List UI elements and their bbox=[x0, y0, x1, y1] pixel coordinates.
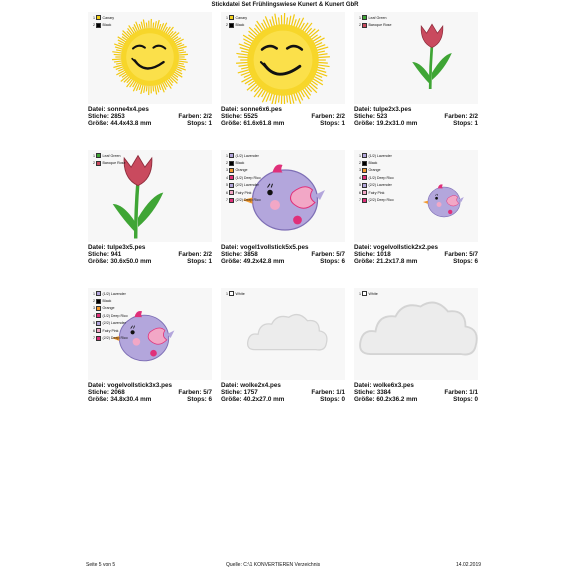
thread-swatch bbox=[362, 153, 367, 158]
file-label-group: Datei: vogelvollstick3x3.pes bbox=[88, 382, 173, 389]
design-size: Größe: 49.2x42.8 mm bbox=[221, 258, 285, 266]
thread-name: (1/2) Deep Rico bbox=[235, 175, 261, 180]
file-label-group: Datei: sonne4x4.pes bbox=[88, 106, 149, 113]
thread-number: 6 bbox=[93, 328, 95, 333]
design-preview bbox=[88, 288, 212, 380]
thread-number: 5 bbox=[359, 183, 361, 188]
thread-name: Leaf Green bbox=[368, 15, 387, 20]
design-info bbox=[354, 106, 478, 128]
design-info bbox=[221, 382, 345, 404]
color-count: Farben: 2/2 bbox=[178, 113, 212, 121]
thread-swatch bbox=[362, 291, 367, 296]
thread-name: Leaf Green bbox=[102, 153, 121, 158]
thread-number: 2 bbox=[359, 23, 361, 28]
thread-legend bbox=[356, 14, 416, 29]
thread-name: Baroque Rose bbox=[102, 161, 126, 166]
thread-number: 3 bbox=[359, 168, 361, 173]
thread-number: 5 bbox=[226, 183, 228, 188]
thread-legend bbox=[90, 152, 150, 167]
thread-swatch bbox=[96, 23, 101, 28]
thread-name: Fairy Pink bbox=[368, 190, 385, 195]
thread-legend bbox=[356, 152, 416, 204]
design-size: Größe: 19.2x31.0 mm bbox=[354, 120, 418, 128]
file-name: tulpe3x5.pes bbox=[107, 244, 146, 251]
design-info bbox=[88, 382, 212, 404]
thread-color-row bbox=[223, 189, 283, 196]
thread-number: 2 bbox=[359, 161, 361, 166]
file-label-group: Datei: sonne6x6.pes bbox=[221, 106, 282, 113]
design-preview bbox=[88, 12, 212, 104]
thread-name: Orange bbox=[368, 168, 381, 173]
thread-number: 1 bbox=[226, 15, 228, 20]
stop-count: Stops: 6 bbox=[187, 396, 212, 404]
thread-name: Black bbox=[235, 23, 245, 28]
thread-name: (1/2) Lavender bbox=[368, 153, 392, 158]
thread-number: 1 bbox=[93, 15, 95, 20]
thread-number: 2 bbox=[93, 23, 95, 28]
design-info bbox=[221, 244, 345, 266]
design-size: Größe: 34.8x30.4 mm bbox=[88, 396, 152, 404]
thread-name: Black bbox=[102, 23, 112, 28]
thread-color-row bbox=[223, 290, 283, 297]
thread-legend bbox=[223, 290, 283, 297]
thread-swatch bbox=[229, 291, 234, 296]
file-label-group: Datei: tulpe3x5.pes bbox=[88, 244, 146, 251]
thread-swatch bbox=[362, 161, 367, 166]
thread-name: (2/2) Lavender bbox=[368, 183, 392, 188]
color-count: Farben: 2/2 bbox=[444, 113, 478, 121]
thread-swatch bbox=[362, 168, 367, 173]
thread-swatch bbox=[229, 190, 234, 195]
design-size: Größe: 21.2x17.8 mm bbox=[354, 258, 418, 266]
thread-number: 4 bbox=[93, 313, 95, 318]
color-count: Farben: 1/1 bbox=[311, 389, 345, 397]
thread-swatch bbox=[96, 15, 101, 20]
thread-color-row bbox=[356, 167, 416, 174]
thread-legend bbox=[90, 290, 150, 342]
thread-number: 5 bbox=[93, 321, 95, 326]
thread-legend bbox=[90, 14, 150, 29]
stitch-count: Stiche: 3858 bbox=[221, 251, 258, 259]
stitch-count: Stiche: 2853 bbox=[88, 113, 125, 121]
stop-count: Stops: 6 bbox=[320, 258, 345, 266]
thread-name: (2/2) Deep Rico bbox=[102, 336, 128, 341]
thread-name: White bbox=[368, 291, 378, 296]
design-info bbox=[354, 382, 478, 404]
thread-name: (2/2) Lavender bbox=[235, 183, 259, 188]
file-name: vogel1vollstick5x5.pes bbox=[240, 244, 309, 251]
thread-swatch bbox=[96, 306, 101, 311]
file-label-group: Datei: wolke2x4.pes bbox=[221, 382, 281, 389]
design-size: Größe: 44.4x43.8 mm bbox=[88, 120, 152, 128]
thread-number: 4 bbox=[226, 175, 228, 180]
thread-color-row bbox=[223, 152, 283, 159]
thread-name: Black bbox=[102, 299, 112, 304]
cloud-small-embroidery-image bbox=[221, 288, 345, 380]
design-card bbox=[221, 288, 345, 423]
thread-name: Canary bbox=[102, 15, 115, 20]
thread-swatch bbox=[362, 183, 367, 188]
stitch-count: Stiche: 1018 bbox=[354, 251, 391, 259]
thread-number: 7 bbox=[226, 198, 228, 203]
footer-source: Quelle: C:\1 KONVERTIEREN Verzeichnis bbox=[226, 562, 321, 568]
thread-color-row bbox=[223, 14, 283, 21]
color-count: Farben: 5/7 bbox=[311, 251, 345, 259]
thread-name: (2/2) Lavender bbox=[102, 321, 126, 326]
file-label-group: Datei: vogel1vollstick5x5.pes bbox=[221, 244, 309, 251]
stop-count: Stops: 0 bbox=[453, 396, 478, 404]
design-preview bbox=[88, 150, 212, 242]
design-preview bbox=[221, 12, 345, 104]
design-info bbox=[88, 106, 212, 128]
thread-swatch bbox=[96, 161, 101, 166]
thread-number: 1 bbox=[359, 15, 361, 20]
thread-swatch bbox=[362, 198, 367, 203]
thread-name: (1/2) Deep Rico bbox=[368, 175, 394, 180]
thread-number: 2 bbox=[93, 161, 95, 166]
thread-color-row bbox=[90, 21, 150, 28]
thread-name: (2/2) Deep Rico bbox=[235, 198, 261, 203]
thread-color-row bbox=[90, 152, 150, 159]
thread-swatch bbox=[96, 321, 101, 326]
thread-color-row bbox=[90, 334, 150, 341]
file-name: tulpe2x3.pes bbox=[373, 106, 412, 113]
thread-name: (1/2) Lavender bbox=[102, 291, 126, 296]
thread-number: 2 bbox=[93, 299, 95, 304]
thread-swatch bbox=[229, 153, 234, 158]
thread-number: 1 bbox=[359, 153, 361, 158]
color-count: Farben: 5/7 bbox=[178, 389, 212, 397]
thread-color-row bbox=[356, 196, 416, 203]
design-preview bbox=[221, 150, 345, 242]
thread-swatch bbox=[229, 183, 234, 188]
thread-swatch bbox=[229, 198, 234, 203]
stop-count: Stops: 0 bbox=[320, 396, 345, 404]
page-title: Stickdatei Set Frühlingswiese Kunert & Kunert GbR bbox=[211, 2, 359, 8]
footer-page-number: Seite 5 von 5 bbox=[86, 562, 116, 568]
thread-color-row bbox=[356, 14, 416, 21]
thread-color-row bbox=[90, 14, 150, 21]
color-count: Farben: 2/2 bbox=[311, 113, 345, 121]
thread-swatch bbox=[96, 299, 101, 304]
stitch-count: Stiche: 1757 bbox=[221, 389, 258, 397]
stitch-count: Stiche: 941 bbox=[88, 251, 122, 259]
stitch-count: Stiche: 5525 bbox=[221, 113, 258, 121]
thread-number: 3 bbox=[226, 168, 228, 173]
thread-color-row bbox=[356, 174, 416, 181]
thread-swatch bbox=[96, 153, 101, 158]
file-name: sonne4x4.pes bbox=[107, 106, 149, 113]
thread-legend bbox=[223, 152, 283, 204]
stitch-count: Stiche: 3384 bbox=[354, 389, 391, 397]
thread-name: (1/2) Lavender bbox=[235, 153, 259, 158]
thread-name: Fairy Pink bbox=[102, 328, 119, 333]
thread-color-row bbox=[223, 182, 283, 189]
thread-swatch bbox=[362, 15, 367, 20]
footer-date: 14.02.2019 bbox=[456, 562, 482, 568]
design-card bbox=[221, 150, 345, 285]
stop-count: Stops: 1 bbox=[187, 120, 212, 128]
thread-name: (2/2) Deep Rico bbox=[368, 198, 394, 203]
thread-number: 1 bbox=[93, 291, 95, 296]
thread-name: Fairy Pink bbox=[235, 190, 252, 195]
cloud-large-embroidery-image bbox=[354, 288, 478, 380]
thread-name: Baroque Rose bbox=[368, 23, 392, 28]
file-label-group: Datei: wolke6x3.pes bbox=[354, 382, 414, 389]
thread-color-row bbox=[90, 159, 150, 166]
thread-color-row bbox=[356, 290, 416, 297]
thread-number: 2 bbox=[226, 23, 228, 28]
thread-number: 1 bbox=[359, 291, 361, 296]
color-count: Farben: 5/7 bbox=[444, 251, 478, 259]
thread-swatch bbox=[229, 175, 234, 180]
thread-color-row bbox=[90, 327, 150, 334]
thread-swatch bbox=[362, 175, 367, 180]
stop-count: Stops: 1 bbox=[453, 120, 478, 128]
design-preview bbox=[354, 12, 478, 104]
thread-swatch bbox=[229, 161, 234, 166]
thread-name: Orange bbox=[102, 306, 115, 311]
thread-swatch bbox=[96, 291, 101, 296]
thread-name: (1/2) Deep Rico bbox=[102, 313, 128, 318]
file-name: vogelvollstick2x2.pes bbox=[373, 244, 439, 251]
thread-number: 6 bbox=[359, 190, 361, 195]
file-name: wolke2x4.pes bbox=[240, 382, 281, 389]
design-preview bbox=[354, 150, 478, 242]
thread-swatch bbox=[229, 168, 234, 173]
file-name: sonne6x6.pes bbox=[240, 106, 282, 113]
design-card bbox=[88, 288, 212, 423]
design-info bbox=[354, 244, 478, 266]
design-info bbox=[221, 106, 345, 128]
thread-swatch bbox=[96, 328, 101, 333]
thread-color-row bbox=[223, 167, 283, 174]
file-name: vogelvollstick3x3.pes bbox=[107, 382, 173, 389]
thread-number: 3 bbox=[93, 306, 95, 311]
stitch-count: Stiche: 523 bbox=[354, 113, 388, 121]
thread-color-row bbox=[90, 312, 150, 319]
thread-name: Canary bbox=[235, 15, 248, 20]
thread-color-row bbox=[223, 196, 283, 203]
thread-color-row bbox=[90, 305, 150, 312]
thread-swatch bbox=[362, 23, 367, 28]
thread-color-row bbox=[356, 159, 416, 166]
thread-swatch bbox=[96, 313, 101, 318]
thread-color-row bbox=[356, 189, 416, 196]
thread-number: 1 bbox=[226, 291, 228, 296]
file-label-group: Datei: vogelvollstick2x2.pes bbox=[354, 244, 439, 251]
thread-name: Black bbox=[368, 161, 378, 166]
thread-number: 1 bbox=[93, 153, 95, 158]
design-card bbox=[88, 12, 212, 147]
thread-legend bbox=[356, 290, 416, 297]
stop-count: Stops: 6 bbox=[453, 258, 478, 266]
thread-color-row bbox=[223, 174, 283, 181]
design-size: Größe: 40.2x27.0 mm bbox=[221, 396, 285, 404]
thread-color-row bbox=[90, 320, 150, 327]
file-name: wolke6x3.pes bbox=[373, 382, 414, 389]
thread-name: White bbox=[235, 291, 245, 296]
thread-color-row bbox=[223, 159, 283, 166]
thread-swatch bbox=[362, 190, 367, 195]
design-info bbox=[88, 244, 212, 266]
thread-color-row bbox=[90, 297, 150, 304]
design-preview bbox=[354, 288, 478, 380]
design-card bbox=[354, 150, 478, 285]
stitch-count: Stiche: 2068 bbox=[88, 389, 125, 397]
thread-swatch bbox=[229, 15, 234, 20]
thread-number: 2 bbox=[226, 161, 228, 166]
design-card bbox=[88, 150, 212, 285]
thread-number: 1 bbox=[226, 153, 228, 158]
thread-legend bbox=[223, 14, 283, 29]
design-size: Größe: 60.2x36.2 mm bbox=[354, 396, 418, 404]
thread-color-row bbox=[356, 152, 416, 159]
thread-name: Orange bbox=[235, 168, 248, 173]
color-count: Farben: 2/2 bbox=[178, 251, 212, 259]
stop-count: Stops: 1 bbox=[187, 258, 212, 266]
thread-color-row bbox=[90, 290, 150, 297]
design-card bbox=[221, 12, 345, 147]
stop-count: Stops: 1 bbox=[320, 120, 345, 128]
color-count: Farben: 1/1 bbox=[444, 389, 478, 397]
design-card bbox=[354, 12, 478, 147]
design-size: Größe: 30.6x50.0 mm bbox=[88, 258, 152, 266]
design-card bbox=[354, 288, 478, 423]
thread-name: Black bbox=[235, 161, 245, 166]
thread-number: 7 bbox=[359, 198, 361, 203]
thread-number: 4 bbox=[359, 175, 361, 180]
file-label-group: Datei: tulpe2x3.pes bbox=[354, 106, 412, 113]
thread-color-row bbox=[223, 21, 283, 28]
thread-color-row bbox=[356, 21, 416, 28]
thread-swatch bbox=[229, 23, 234, 28]
thread-number: 6 bbox=[226, 190, 228, 195]
thread-color-row bbox=[356, 182, 416, 189]
thread-swatch bbox=[96, 336, 101, 341]
design-size: Größe: 61.6x61.8 mm bbox=[221, 120, 285, 128]
design-preview bbox=[221, 288, 345, 380]
thread-number: 7 bbox=[93, 336, 95, 341]
